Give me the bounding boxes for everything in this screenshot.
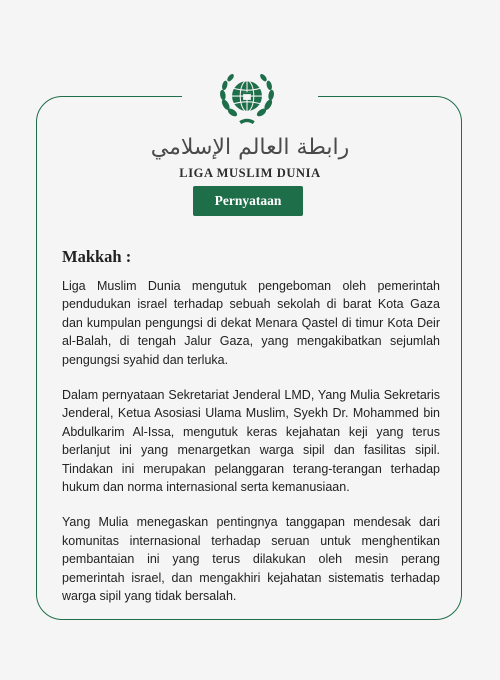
paragraph-2: Dalam pernyataan Sekretariat Jenderal LMD, Yang Mulia Sekretaris Jenderal, Ketua Asosiasi Ulama Muslim, Syekh Dr. Mohammed bin Abdulkarim Al-Issa, mengutuk keras kejahatan keji yang terus berlanjut ini yang menargetkan warga sipil dan fasilitas sipil. Tindakan ini merupakan pelanggaran terang-terangan terhadap hukum dan norma internasional serta kemanusiaan. — [62, 388, 440, 495]
location-heading: Makkah : — [62, 247, 132, 266]
statement-tag: Pernyataan — [193, 186, 303, 216]
org-name: LIGA MUSLIM DUNIA — [179, 166, 321, 180]
arabic-org-name: رابطة العالم الإسلامي — [150, 135, 350, 160]
statement-body — [62, 277, 440, 623]
globe-laurel-emblem-icon — [218, 68, 276, 126]
paragraph-3: Yang Mulia menegaskan pentingnya tanggapan mendesak dari komunitas internasional terhadap seruan untuk menghentikan pembantaian ini yang terus dilakukan oleh mesin perang pemerintah israel, dan mengakhiri kejahatan sistematis terhadap warga sipil yang tidak bersalah. — [62, 515, 440, 604]
paragraph-1: Liga Muslim Dunia mengutuk pengeboman oleh pemerintah pendudukan israel terhadap sebuah sekolah di barat Kota Gaza dan kumpulan pengungsi di dekat Menara Qastel di timur Kota Deir al-Balah, di tengah Jalur Gaza, yang mengakibatkan sejumlah pengungsi syahid dan terluka. — [62, 279, 440, 367]
